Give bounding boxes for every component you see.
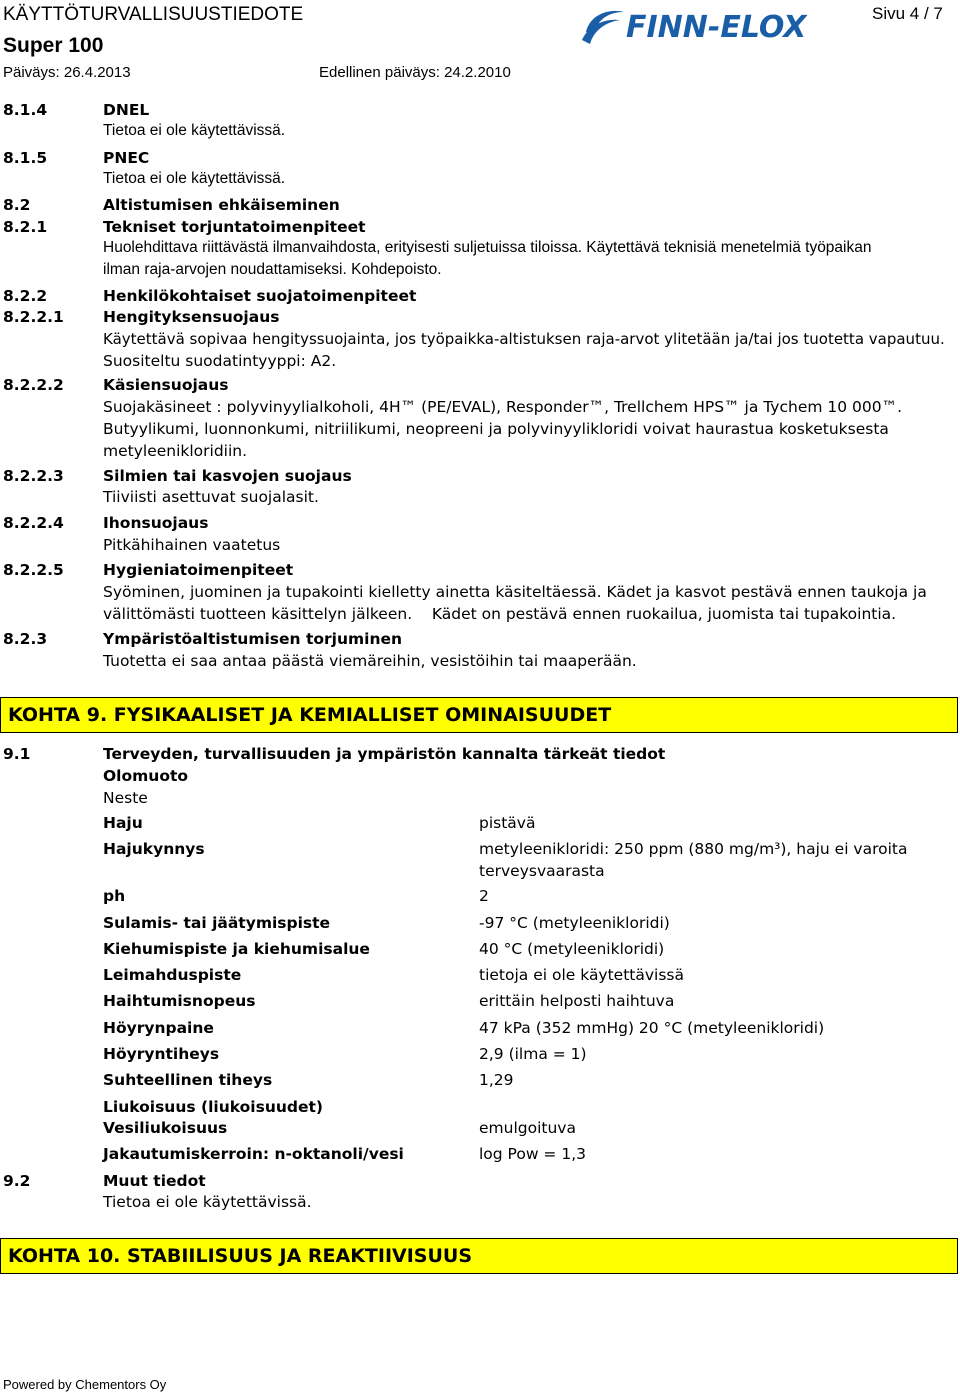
property-label: Haju <box>103 814 143 832</box>
banner-title: KOHTA 10. STABIILISUUS JA REAKTIIVISUUS <box>8 1245 473 1267</box>
section-banner-10 <box>0 1238 958 1274</box>
finn-elox-logo <box>580 4 840 50</box>
brand-text: FINN-ELOX <box>626 10 807 45</box>
section-text: välittömästi tuotteen käsittelyn jälkeen. Kädet on pestävä ennen ruokailua, juomista tai tupakointia. <box>103 605 897 623</box>
section-banner-9 <box>0 697 958 733</box>
section-text: Suositeltu suodatintyyppi: A2. <box>103 352 337 370</box>
property-value: Neste <box>103 789 148 807</box>
section-text: Tiiviisti asettuvat suojalasit. <box>103 488 319 506</box>
section-title-skin: Ihonsuojaus <box>103 514 209 532</box>
section-text: metyleenikloridiin. <box>103 442 248 460</box>
property-value: emulgoituva <box>479 1119 576 1137</box>
section-number: 8.2.2.3 <box>3 467 64 485</box>
banner-title: KOHTA 9. FYSIKAALISET JA KEMIALLISET OMINAISUUDET <box>8 704 612 726</box>
property-value: terveysvaarasta <box>479 862 605 880</box>
section-title-hands: Käsiensuojaus <box>103 376 229 394</box>
footer-credit: Powered by Chementors Oy <box>3 1377 167 1392</box>
property-label: Sulamis- tai jäätymispiste <box>103 914 331 932</box>
property-label: Leimahduspiste <box>103 966 242 984</box>
section-number: 8.2.2.2 <box>3 376 64 394</box>
property-value: 2,9 (ilma = 1) <box>479 1045 587 1063</box>
property-label: Hajukynnys <box>103 840 205 858</box>
section-text: Tuotetta ei saa antaa päästä viemäreihin, vesistöihin tai maaperään. <box>103 652 637 670</box>
issue-date: Päiväys: 26.4.2013 <box>3 64 131 81</box>
section-number: 9.2 <box>3 1172 31 1190</box>
property-label: Kiehumispiste ja kiehumisalue <box>103 940 370 958</box>
property-value: -97 °C (metyleenikloridi) <box>479 914 670 932</box>
section-text: Syöminen, juominen ja tupakointi kielletty ainetta käsiteltäessä. Kädet ja kasvot pestävä ennen taukoja ja <box>103 583 927 601</box>
section-number: 8.2.3 <box>3 630 48 648</box>
section-title-technical: Tekniset torjuntatoimenpiteet <box>103 218 366 236</box>
section-text: Huolehdittava riittävästä ilmanvaihdosta, erityisesti suljetuissa tiloissa. Käytettävä teknisiä menetelmiä työpaikan <box>103 239 872 256</box>
section-title-pnec: PNEC <box>103 149 150 167</box>
section-text: Pitkähihainen vaatetus <box>103 536 281 554</box>
section-title-eyes: Silmien tai kasvojen suojaus <box>103 467 352 485</box>
section-number: 8.1.5 <box>3 149 48 167</box>
property-label: Jakautumiskerroin: n-oktanoli/vesi <box>103 1145 404 1163</box>
section-title-other: Muut tiedot <box>103 1172 206 1190</box>
property-value: 47 kPa (352 mmHg) 20 °C (metyleenikloridi) <box>479 1019 825 1037</box>
property-value: 1,29 <box>479 1071 514 1089</box>
section-number: 8.2 <box>3 196 31 214</box>
property-value: 40 °C (metyleenikloridi) <box>479 940 665 958</box>
section-title-hygiene: Hygieniatoimenpiteet <box>103 561 294 579</box>
section-text: Käytettävä sopivaa hengityssuojainta, jos työpaikka-altistuksen raja-arvot ylitetään ja/tai jos tuotetta vapautuu. <box>103 330 945 348</box>
section-number: 9.1 <box>3 745 31 763</box>
section-title-properties: Terveyden, turvallisuuden ja ympäristön kannalta tärkeät tiedot <box>103 745 666 763</box>
property-value: erittäin helposti haihtuva <box>479 992 675 1010</box>
property-value: pistävä <box>479 814 536 832</box>
property-label: Höyrynpaine <box>103 1019 214 1037</box>
section-number: 8.2.1 <box>3 218 48 236</box>
property-label: Suhteellinen tiheys <box>103 1071 273 1089</box>
property-value: metyleenikloridi: 250 ppm (880 mg/m³), haju ei varoita <box>479 840 908 858</box>
section-title-respiratory: Hengityksensuojaus <box>103 308 280 326</box>
property-value: tietoja ei ole käytettävissä <box>479 966 685 984</box>
section-text: Tietoa ei ole käytettävissä. <box>103 122 286 139</box>
page-number: Sivu 4 / 7 <box>872 4 943 23</box>
property-label: Olomuoto <box>103 767 189 785</box>
property-label: Haihtumisnopeus <box>103 992 256 1010</box>
section-number: 8.2.2.1 <box>3 308 64 326</box>
section-title-dnel: DNEL <box>103 101 150 119</box>
section-text: Suojakäsineet : polyvinyylialkoholi, 4H™ (PE/EVAL), Responder™, Trellchem HPS™ ja Tychem 10 000™. <box>103 398 903 416</box>
property-label: ph <box>103 887 126 905</box>
section-text: ilman raja-arvojen noudattamiseksi. Kohdepoisto. <box>103 261 442 278</box>
document-title: KÄYTTÖTURVALLISUUSTIEDOTE <box>3 4 304 25</box>
section-number: 8.2.2.5 <box>3 561 64 579</box>
section-number: 8.2.2 <box>3 287 48 305</box>
property-value: log Pow = 1,3 <box>479 1145 587 1163</box>
section-text: Tietoa ei ole käytettävissä. <box>103 170 286 187</box>
section-title-environment: Ympäristöaltistumisen torjuminen <box>103 630 403 648</box>
section-title-exposure: Altistumisen ehkäiseminen <box>103 196 340 214</box>
product-name: Super 100 <box>3 34 104 57</box>
section-text: Butyylikumi, luonnonkumi, nitriilikumi, neopreeni ja polyvinyylikloridi voivat haurastua kosketuksesta <box>103 420 889 438</box>
logo-swoosh-icon <box>580 4 840 50</box>
section-number: 8.2.2.4 <box>3 514 64 532</box>
section-number: 8.1.4 <box>3 101 48 119</box>
section-title-personal: Henkilökohtaiset suojatoimenpiteet <box>103 287 417 305</box>
property-label: Höyryntiheys <box>103 1045 220 1063</box>
property-value: 2 <box>479 887 489 905</box>
section-text: Tietoa ei ole käytettävissä. <box>103 1193 312 1211</box>
property-label: Vesiliukoisuus <box>103 1119 228 1137</box>
property-label: Liukoisuus (liukoisuudet) <box>103 1098 323 1116</box>
previous-date: Edellinen päiväys: 24.2.2010 <box>319 64 511 81</box>
